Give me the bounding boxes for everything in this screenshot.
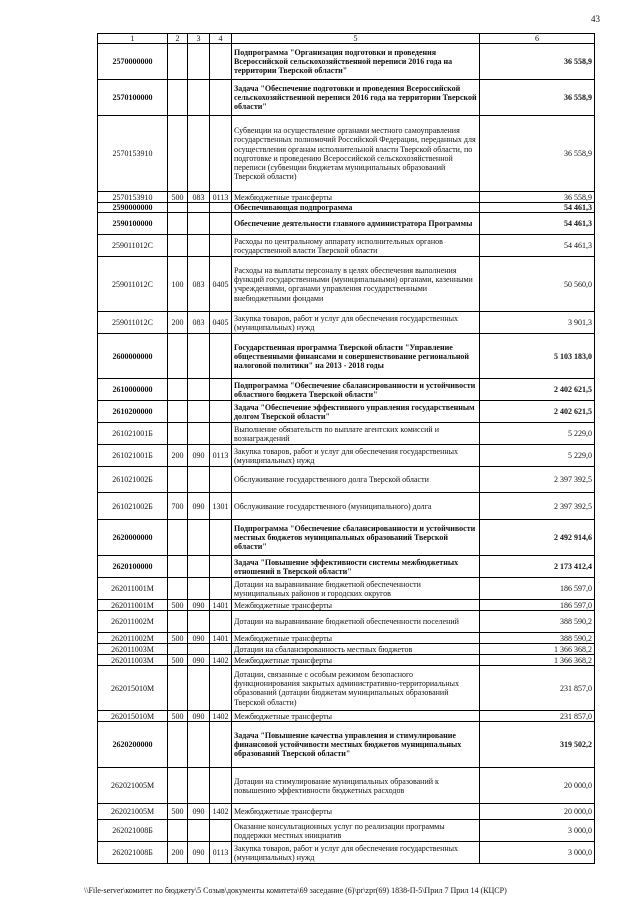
table-row <box>98 842 595 864</box>
section-b-cell <box>188 611 210 633</box>
budget-table <box>97 33 595 864</box>
section-c-cell <box>210 578 232 600</box>
section-a-cell: 200 <box>168 312 188 334</box>
section-c-cell <box>210 44 232 80</box>
description-cell: Оказание консультационных услуг по реализации программы поддержки местных инициатив <box>232 820 480 842</box>
section-a-cell <box>168 379 188 401</box>
section-a-cell <box>168 80 188 116</box>
table-row <box>98 379 595 401</box>
table-header-row <box>98 34 595 44</box>
section-b-cell: 083 <box>188 312 210 334</box>
section-c-cell <box>210 401 232 423</box>
section-b-cell: 090 <box>188 804 210 820</box>
section-c-cell <box>210 768 232 804</box>
table-row <box>98 80 595 116</box>
table-row <box>98 644 595 655</box>
header-cell-3: 3 <box>188 34 210 44</box>
section-b-cell <box>188 820 210 842</box>
description-cell: Расходы на выплаты персоналу в целях обеспечения выполнения функций государственными (муниципальными) органами, казенными учреждениями, органами управления государственными внебюджетными фондами <box>232 257 480 312</box>
section-c-cell <box>210 423 232 445</box>
section-b-cell <box>188 520 210 556</box>
amount-cell: 54 461,3 <box>480 203 595 213</box>
section-c-cell <box>210 820 232 842</box>
code-cell: 2620200000 <box>98 722 168 768</box>
amount-cell: 2 173 412,4 <box>480 556 595 578</box>
description-cell: Задача "Обеспечение эффективного управления государственным долгом Тверской области" <box>232 401 480 423</box>
amount-cell: 388 590,2 <box>480 633 595 644</box>
section-c-cell: 1402 <box>210 711 232 722</box>
table-row <box>98 213 595 235</box>
amount-cell: 20 000,0 <box>480 804 595 820</box>
section-c-cell <box>210 213 232 235</box>
header-cell-1: 1 <box>98 34 168 44</box>
section-b-cell <box>188 768 210 804</box>
section-b-cell <box>188 379 210 401</box>
code-cell: 262011002М <box>98 611 168 633</box>
description-cell: Межбюджетные трансферты <box>232 804 480 820</box>
section-a-cell: 500 <box>168 804 188 820</box>
amount-cell: 319 502,2 <box>480 722 595 768</box>
table-row <box>98 611 595 633</box>
section-c-cell: 1301 <box>210 493 232 520</box>
section-a-cell <box>168 644 188 655</box>
section-a-cell <box>168 666 188 711</box>
amount-cell: 36 558,9 <box>480 116 595 192</box>
description-cell: Субвенции на осуществление органами местного самоуправления государственных полномочий Российской Федерации, переданных для осуществления органам исполнительной власти Тверской области, по подготовке и проведению Всероссийской сельскохозяйственной переписи (субвенции бюджетам муниципальных образований Тверской области) <box>232 116 480 192</box>
code-cell: 261021001Б <box>98 445 168 467</box>
table-row <box>98 401 595 423</box>
code-cell: 2610200000 <box>98 401 168 423</box>
amount-cell: 231 857,0 <box>480 666 595 711</box>
code-cell: 259011012С <box>98 312 168 334</box>
table-row <box>98 493 595 520</box>
section-c-cell: 0113 <box>210 842 232 864</box>
amount-cell: 2 402 621,5 <box>480 379 595 401</box>
description-cell: Подпрограмма "Организация подготовки и проведения Всероссийской сельскохозяйственной переписи 2016 года на территории Тверской области" <box>232 44 480 80</box>
file-path-footer: \\File-server\комитет по бюджету\5 Созыв\документы комитета\69 заседание (6)\pr\zpr(69) 1838-П-5\Прил 7 Прил 14 (КЦСР) <box>84 886 507 895</box>
description-cell: Выполнение обязательств по выплате агентских комиссий и вознаграждений <box>232 423 480 445</box>
section-b-cell: 083 <box>188 192 210 203</box>
header-cell-2: 2 <box>168 34 188 44</box>
description-cell: Задача "Повышение эффективности системы межбюджетных отношений в Тверской области" <box>232 556 480 578</box>
amount-cell: 186 597,0 <box>480 600 595 611</box>
section-b-cell <box>188 556 210 578</box>
description-cell: Обеспечение деятельности главного администратора Программы <box>232 213 480 235</box>
table-row <box>98 44 595 80</box>
code-cell: 2570153910 <box>98 192 168 203</box>
amount-cell: 5 229,0 <box>480 423 595 445</box>
code-cell: 2620000000 <box>98 520 168 556</box>
description-cell: Межбюджетные трансферты <box>232 192 480 203</box>
section-a-cell <box>168 203 188 213</box>
amount-cell: 3 901,3 <box>480 312 595 334</box>
description-cell: Дотации на сбалансированность местных бюджетов <box>232 644 480 655</box>
table-row <box>98 556 595 578</box>
amount-cell: 2 397 392,5 <box>480 493 595 520</box>
code-cell: 261021002Б <box>98 467 168 493</box>
section-a-cell <box>168 401 188 423</box>
description-cell: Межбюджетные трансферты <box>232 711 480 722</box>
section-c-cell <box>210 116 232 192</box>
section-a-cell: 500 <box>168 711 188 722</box>
section-a-cell: 500 <box>168 192 188 203</box>
section-c-cell <box>210 644 232 655</box>
section-b-cell <box>188 666 210 711</box>
section-c-cell <box>210 379 232 401</box>
section-a-cell: 100 <box>168 257 188 312</box>
page-number: 43 <box>591 14 600 24</box>
code-cell: 259011012С <box>98 257 168 312</box>
description-cell: Дотации на выравнивание бюджетной обеспеченности муниципальных районов и городских округов <box>232 578 480 600</box>
table-row <box>98 192 595 203</box>
description-cell: Обслуживание государственного долга Тверской области <box>232 467 480 493</box>
section-a-cell <box>168 768 188 804</box>
code-cell: 262011001М <box>98 578 168 600</box>
amount-cell: 2 397 392,5 <box>480 467 595 493</box>
code-cell: 2610000000 <box>98 379 168 401</box>
section-a-cell: 500 <box>168 633 188 644</box>
code-cell: 2570000000 <box>98 44 168 80</box>
section-b-cell: 090 <box>188 842 210 864</box>
section-a-cell <box>168 235 188 257</box>
table-row <box>98 445 595 467</box>
code-cell: 262011003М <box>98 644 168 655</box>
section-a-cell <box>168 722 188 768</box>
description-cell: Дотации, связанные с особым режимом безопасного функционирования закрытых административно-территориальных образований (дотации бюджетам муниципальных образований Тверской области) <box>232 666 480 711</box>
section-b-cell <box>188 578 210 600</box>
description-cell: Обслуживание государственного (муниципального) долга <box>232 493 480 520</box>
table-row <box>98 578 595 600</box>
code-cell: 262021005М <box>98 768 168 804</box>
table-row <box>98 804 595 820</box>
section-b-cell <box>188 401 210 423</box>
section-a-cell <box>168 578 188 600</box>
table-row <box>98 768 595 804</box>
section-b-cell <box>188 334 210 379</box>
code-cell: 262021008Б <box>98 820 168 842</box>
table-row <box>98 423 595 445</box>
section-a-cell <box>168 44 188 80</box>
description-cell: Расходы по центральному аппарату исполнительных органов государственной власти Тверской области <box>232 235 480 257</box>
description-cell: Закупка товаров, работ и услуг для обеспечения государственных (муниципальных) нужд <box>232 445 480 467</box>
table-row <box>98 600 595 611</box>
section-c-cell <box>210 666 232 711</box>
code-cell: 262011001М <box>98 600 168 611</box>
section-b-cell: 090 <box>188 445 210 467</box>
description-cell: Закупка товаров, работ и услуг для обеспечения государственных (муниципальных) нужд <box>232 842 480 864</box>
amount-cell: 186 597,0 <box>480 578 595 600</box>
section-b-cell <box>188 467 210 493</box>
amount-cell: 3 000,0 <box>480 820 595 842</box>
description-cell: Подпрограмма "Обеспечение сбалансированности и устойчивости местных бюджетов муниципальных образований Тверской области" <box>232 520 480 556</box>
table-row <box>98 116 595 192</box>
table-row <box>98 312 595 334</box>
code-cell: 262011002М <box>98 633 168 644</box>
section-c-cell <box>210 203 232 213</box>
amount-cell: 2 402 621,5 <box>480 401 595 423</box>
description-cell: Межбюджетные трансферты <box>232 633 480 644</box>
section-a-cell <box>168 116 188 192</box>
code-cell: 2590100000 <box>98 213 168 235</box>
table-row <box>98 203 595 213</box>
section-b-cell: 090 <box>188 711 210 722</box>
amount-cell: 3 000,0 <box>480 842 595 864</box>
table-row <box>98 467 595 493</box>
section-c-cell: 0113 <box>210 445 232 467</box>
code-cell: 262015010М <box>98 666 168 711</box>
section-b-cell: 090 <box>188 493 210 520</box>
amount-cell: 1 366 368,2 <box>480 644 595 655</box>
table-row <box>98 520 595 556</box>
section-b-cell <box>188 203 210 213</box>
code-cell: 259011012С <box>98 235 168 257</box>
section-a-cell: 500 <box>168 600 188 611</box>
section-c-cell <box>210 611 232 633</box>
section-b-cell <box>188 423 210 445</box>
amount-cell: 388 590,2 <box>480 611 595 633</box>
description-cell: Подпрограмма "Обеспечение сбалансированности и устойчивости областного бюджета Тверской области" <box>232 379 480 401</box>
table-row <box>98 334 595 379</box>
section-a-cell <box>168 334 188 379</box>
amount-cell: 5 103 183,0 <box>480 334 595 379</box>
code-cell: 2600000000 <box>98 334 168 379</box>
table-row <box>98 711 595 722</box>
section-c-cell: 1402 <box>210 655 232 666</box>
amount-cell: 50 560,0 <box>480 257 595 312</box>
table-row <box>98 655 595 666</box>
amount-cell: 5 229,0 <box>480 445 595 467</box>
section-c-cell <box>210 80 232 116</box>
description-cell: Обеспечивающая подпрограмма <box>232 203 480 213</box>
section-b-cell <box>188 235 210 257</box>
amount-cell: 54 461,3 <box>480 213 595 235</box>
section-c-cell <box>210 520 232 556</box>
code-cell: 262021005М <box>98 804 168 820</box>
section-b-cell: 083 <box>188 257 210 312</box>
section-a-cell <box>168 467 188 493</box>
section-c-cell <box>210 235 232 257</box>
code-cell: 261021002Б <box>98 493 168 520</box>
code-cell: 262011003М <box>98 655 168 666</box>
description-cell: Закупка товаров, работ и услуг для обеспечения государственных (муниципальных) нужд <box>232 312 480 334</box>
description-cell: Государственная программа Тверской области "Управление общественными финансами и совершенствование региональной налоговой политики" на 2013 - 2018 годы <box>232 334 480 379</box>
section-a-cell: 200 <box>168 445 188 467</box>
section-a-cell: 200 <box>168 842 188 864</box>
table-row <box>98 820 595 842</box>
table-row <box>98 666 595 711</box>
amount-cell: 231 857,0 <box>480 711 595 722</box>
header-cell-5: 5 <box>232 34 480 44</box>
amount-cell: 54 461,3 <box>480 235 595 257</box>
amount-cell: 36 558,9 <box>480 44 595 80</box>
section-b-cell: 090 <box>188 633 210 644</box>
description-cell: Межбюджетные трансферты <box>232 655 480 666</box>
section-a-cell <box>168 423 188 445</box>
section-c-cell <box>210 722 232 768</box>
section-c-cell: 1401 <box>210 600 232 611</box>
code-cell: 2570100000 <box>98 80 168 116</box>
section-b-cell <box>188 44 210 80</box>
section-c-cell: 0405 <box>210 312 232 334</box>
section-b-cell <box>188 213 210 235</box>
table-row <box>98 633 595 644</box>
section-a-cell: 500 <box>168 655 188 666</box>
table-row <box>98 235 595 257</box>
section-c-cell: 0405 <box>210 257 232 312</box>
section-b-cell <box>188 116 210 192</box>
section-b-cell: 090 <box>188 600 210 611</box>
description-cell: Дотации на стимулирование муниципальных образований к повышению эффективности бюджетных расходов <box>232 768 480 804</box>
section-c-cell <box>210 556 232 578</box>
section-a-cell <box>168 520 188 556</box>
section-b-cell <box>188 722 210 768</box>
amount-cell: 36 558,9 <box>480 80 595 116</box>
header-cell-6: 6 <box>480 34 595 44</box>
header-cell-4: 4 <box>210 34 232 44</box>
description-cell: Дотации на выравнивание бюджетной обеспеченности поселений <box>232 611 480 633</box>
code-cell: 2570153910 <box>98 116 168 192</box>
code-cell: 262021008Б <box>98 842 168 864</box>
section-b-cell: 090 <box>188 655 210 666</box>
section-c-cell <box>210 467 232 493</box>
section-a-cell <box>168 820 188 842</box>
code-cell: 262015010М <box>98 711 168 722</box>
description-cell: Межбюджетные трансферты <box>232 600 480 611</box>
code-cell: 2620100000 <box>98 556 168 578</box>
section-c-cell: 1401 <box>210 633 232 644</box>
section-a-cell <box>168 213 188 235</box>
table-row <box>98 257 595 312</box>
section-b-cell <box>188 80 210 116</box>
section-c-cell: 0113 <box>210 192 232 203</box>
amount-cell: 36 558,9 <box>480 192 595 203</box>
section-b-cell <box>188 644 210 655</box>
table-row <box>98 722 595 768</box>
code-cell: 261021001Б <box>98 423 168 445</box>
description-cell: Задача "Повышение качества управления и стимулирование финансовой устойчивости местных бюджетов муниципальных образований Тверской области" <box>232 722 480 768</box>
section-a-cell <box>168 611 188 633</box>
section-c-cell <box>210 334 232 379</box>
amount-cell: 1 366 368,2 <box>480 655 595 666</box>
amount-cell: 2 492 914,6 <box>480 520 595 556</box>
section-c-cell: 1402 <box>210 804 232 820</box>
code-cell: 2590000000 <box>98 203 168 213</box>
amount-cell: 20 000,0 <box>480 768 595 804</box>
section-a-cell <box>168 556 188 578</box>
description-cell: Задача "Обеспечение подготовки и проведения Всероссийской сельскохозяйственной переписи 2016 года на территории Тверской области" <box>232 80 480 116</box>
section-a-cell: 700 <box>168 493 188 520</box>
